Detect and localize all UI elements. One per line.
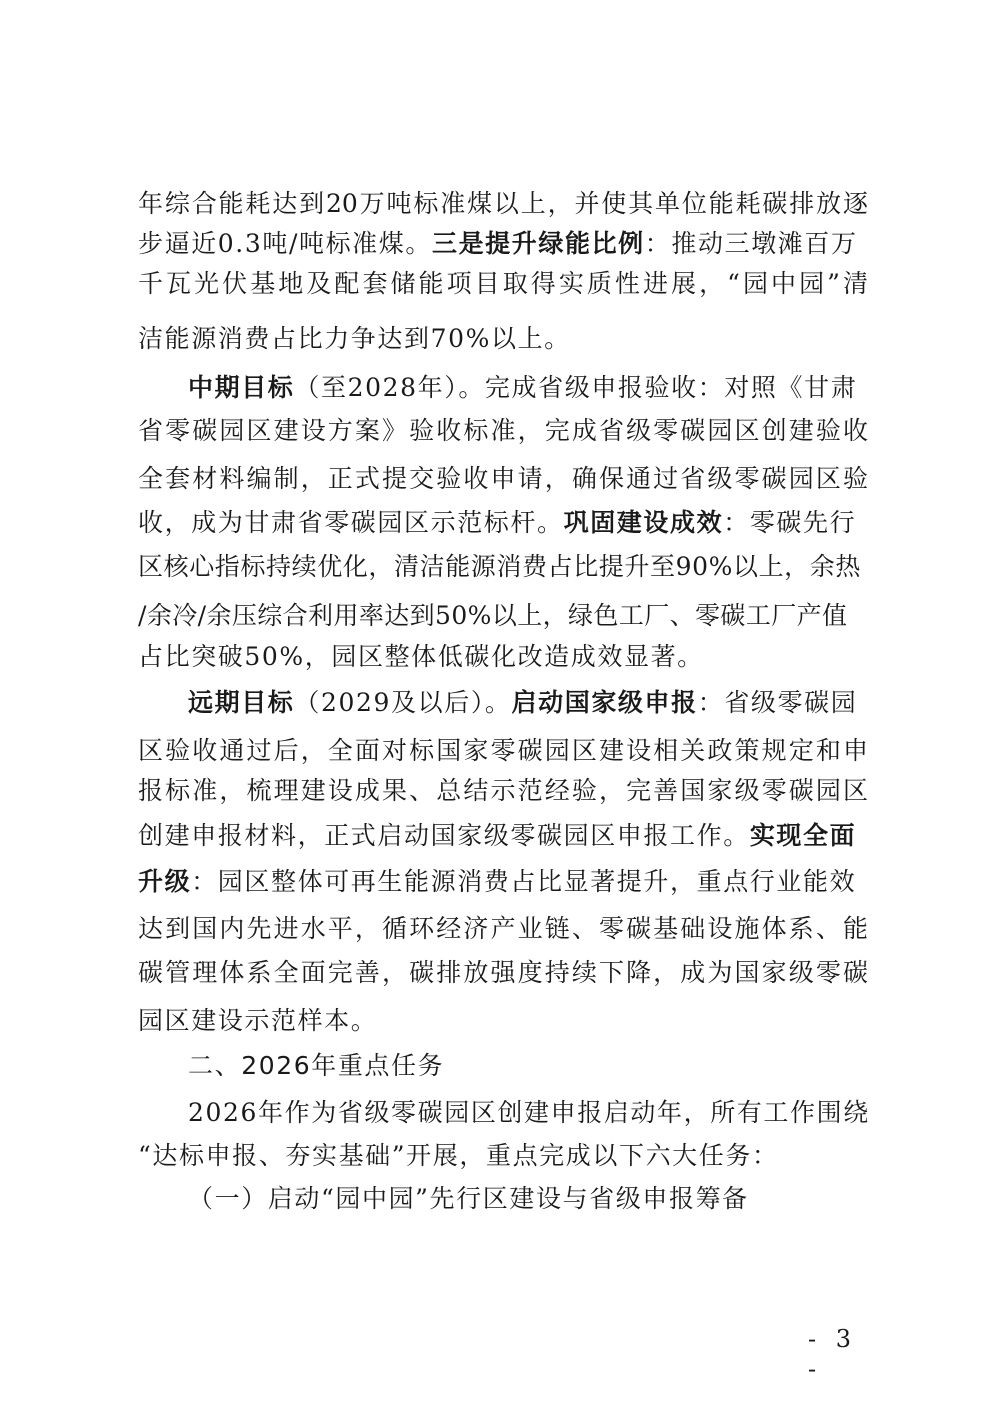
text-run: “达标申报、夯实基础”开展，重点完成以下六大任务： xyxy=(138,1141,779,1170)
text-line xyxy=(138,600,868,632)
text-run: 全套材料编制，正式提交验收申请，确保通过省级零碳园区验 xyxy=(138,464,868,493)
section-heading-text: 二、2026年重点任务 xyxy=(188,1051,445,1080)
text-line xyxy=(138,323,868,355)
text-line xyxy=(138,415,868,447)
text-line xyxy=(138,866,868,898)
text-line xyxy=(138,641,868,673)
text-line xyxy=(138,775,868,807)
text-run: 区验收通过后，全面对标国家零碳园区建设相关政策规定和申 xyxy=(138,736,868,765)
text-run: 碳管理体系全面完善，碳排放强度持续下降，成为国家级零碳 xyxy=(138,958,868,987)
text-run: 区核心指标持续优化，清洁能源消费占比提升至90%以上，余热 xyxy=(138,552,861,581)
page-number: - 3 - xyxy=(808,1325,858,1383)
subsection-heading xyxy=(188,1183,868,1215)
text-line xyxy=(138,820,868,852)
text-run: 步逼近0.3吨/吨标准煤。 xyxy=(138,229,432,258)
text-run: 收，成为甘肃省零碳园区示范标杆。 xyxy=(138,508,564,537)
text-run: 创建申报材料，正式启动国家级零碳园区申报工作。 xyxy=(138,821,750,850)
text-line xyxy=(188,687,868,719)
text-run: （2029及以后）。 xyxy=(294,688,512,717)
text-run: （至2028年）。完成省级申报验收：对照《甘肃 xyxy=(294,373,858,402)
text-line xyxy=(188,372,868,404)
bold-run: 启动国家级申报 xyxy=(511,688,698,717)
text-run: 达到国内先进水平，循环经济产业链、零碳基础设施体系、能 xyxy=(138,914,868,943)
text-line xyxy=(138,551,868,583)
text-run: 报标准，梳理建设成果、总结示范经验，完善国家级零碳园区 xyxy=(138,776,868,805)
text-run: 洁能源消费占比力争达到70%以上。 xyxy=(138,324,571,353)
bold-run: 实现全面 xyxy=(749,821,857,850)
bold-run: 巩固建设成效 xyxy=(563,508,724,537)
text-line xyxy=(138,268,868,300)
text-line xyxy=(138,1140,868,1172)
text-run: ：省级零碳园 xyxy=(697,688,858,717)
text-run: 千瓦光伏基地及配套储能项目取得实质性进展，“园中园”清 xyxy=(138,269,868,298)
text-line xyxy=(138,735,868,767)
text-run: ：推动三墩滩百万 xyxy=(644,229,858,258)
text-line xyxy=(138,957,868,989)
bold-run: 三是提升绿能比例 xyxy=(431,229,645,258)
text-run: ：零碳先行 xyxy=(723,508,857,537)
text-line xyxy=(138,1005,868,1037)
text-run: 2026年作为省级零碳园区创建申报启动年，所有工作围绕 xyxy=(188,1098,870,1127)
text-line xyxy=(138,228,868,260)
text-line xyxy=(138,507,868,539)
text-line xyxy=(138,913,868,945)
text-line xyxy=(188,1097,868,1129)
text-line xyxy=(138,188,868,220)
section-heading xyxy=(188,1050,868,1082)
text-run: 省零碳园区建设方案》验收标准，完成省级零碳园区创建验收 xyxy=(138,416,868,445)
bold-run: 远期目标 xyxy=(188,688,295,717)
text-run: 园区建设示范样本。 xyxy=(138,1006,378,1035)
text-run: 占比突破50%，园区整体低碳化改造成效显著。 xyxy=(138,642,704,671)
text-run: 年综合能耗达到20万吨标准煤以上，并使其单位能耗碳排放逐 xyxy=(138,189,868,218)
text-run: ：园区整体可再生能源消费占比显著提升，重点行业能效 xyxy=(191,867,857,896)
text-run: /余冷/余压综合利用率达到50%以上，绿色工厂、零碳工厂产值 xyxy=(138,601,848,630)
bold-run: 升级 xyxy=(138,867,192,896)
subsection-heading-text: （一）启动“园中园”先行区建设与省级申报筹备 xyxy=(188,1184,749,1213)
bold-run: 中期目标 xyxy=(188,373,295,402)
text-line xyxy=(138,463,868,495)
